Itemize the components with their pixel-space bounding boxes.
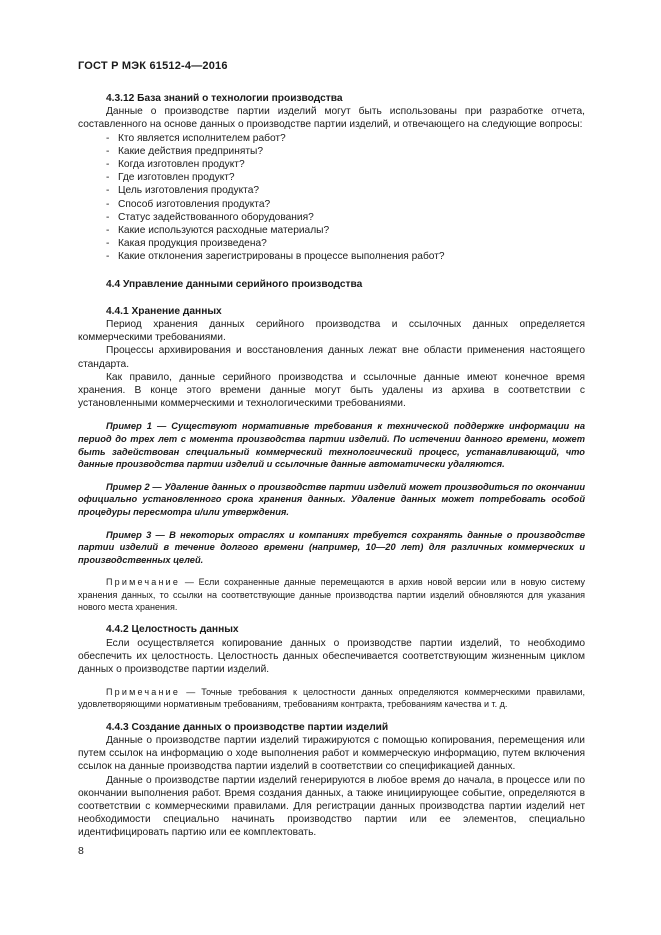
list-item: - Статус задействованного оборудования? — [78, 211, 585, 224]
example-2: Пример 2 — Удаление данных о производстве партии изделий может производиться по окончании официально установленного срока хранения данных. Удаление данных может потребовать особой процедуры пересмотра и/или утверждения. — [78, 481, 585, 518]
list-item: - Когда изготовлен продукт? — [78, 158, 585, 171]
section-4-4-1-p1: Период хранения данных серийного производства и ссылочных данных определяется коммерческими требованиями. — [78, 319, 585, 344]
standard-header: ГОСТ Р МЭК 61512-4—2016 — [78, 60, 228, 72]
note-4-4-1 — [78, 576, 585, 613]
note-label: Примечание — [106, 577, 181, 588]
note-text: — Если сохраненные данные перемещаются в архив новой версии или в новую систему хранения данных, то ссылки на соответствующие данные производства партии изделий обновляются для указания нового места хранения. — [78, 577, 585, 612]
section-4-3-12-title: 4.3.12 База знаний о технологии производства — [106, 93, 343, 104]
page-number: 8 — [78, 845, 84, 857]
note-text: — Точные требования к целостности данных определяются коммерческими правилами, удовлетворяющими нормативным требованиям, требованиям контракта, требованиям качества и т. д. — [78, 687, 585, 710]
list-item: - Какие используются расходные материалы? — [78, 224, 585, 237]
list-item: - Цель изготовления продукта? — [78, 184, 585, 197]
list-item: - Какие отклонения зарегистрированы в процессе выполнения работ? — [78, 250, 585, 263]
note-label: Примечание — [106, 687, 181, 698]
list-item: - Какие действия предприняты? — [78, 145, 585, 158]
list-item: - Способ изготовления продукта? — [78, 198, 585, 211]
question-list — [78, 132, 585, 264]
section-4-3-12-intro: Данные о производстве партии изделий могут быть использованы при разработке отчета, составленного на основе данных о производстве партии изделий, и отвечающего на следующие вопросы: — [78, 106, 585, 131]
section-4-4-1-title: 4.4.1 Хранение данных — [106, 305, 222, 317]
section-4-4-3-p1: Данные о производстве партии изделий тиражируются с помощью копирования, перемещения или путем ссылок на информацию о ходе выполнения работ и коммерческую информацию, путем включения ссылок на данные производства партии изделий в соответствии со спецификацией данных. — [78, 734, 585, 773]
section-4-4-2-title: 4.4.2 Целостность данных — [106, 624, 239, 636]
section-4-4-2-p1: Если осуществляется копирование данных о производстве партии изделий, то необходимо обеспечить их целостность. Целостность данных обеспечивается соответствующим жизненным циклом данных о производстве партии изделий. — [78, 637, 585, 675]
section-4-4-title: 4.4 Управление данными серийного производства — [106, 278, 363, 290]
list-item: - Кто является исполнителем работ? — [78, 132, 585, 145]
example-3: Пример 3 — В некоторых отраслях и компаниях требуется сохранять данные о производстве партии изделий в течение долгого времени (например, 10—20 лет) для различных коммерческих и производственных целей. — [78, 529, 585, 565]
page-content — [78, 92, 585, 840]
note-4-4-2 — [78, 686, 585, 711]
list-item: - Какая продукция произведена? — [78, 237, 585, 250]
section-4-4-1-p2: Процессы архивирования и восстановления данных лежат вне области применения настоящего стандарта. — [78, 345, 585, 370]
section-4-4-1-p3: Как правило, данные серийного производства и ссылочные данные имеют конечное время хранения. В конце этого времени данные могут быть удалены из архива в соответствии с установленными коммерческими и технологическими требованиями. — [78, 371, 585, 410]
section-4-4-3-title: 4.4.3 Создание данных о производстве партии изделий — [106, 721, 389, 733]
section-4-4-3-p2: Данные о производстве партии изделий генерируются в любое время до начала, в процессе или по окончании выполнения работ. Время создания данных, а также инициирующее событие, определяются в соответствии с коммерческими правилами. Для регистрации данных производства партии изделий нет необходимости специально начинать производство партии или ее элементов, специально идентифицировать партию или ее комплектовать. — [78, 774, 585, 839]
example-1: Пример 1 — Существуют нормативные требования к технической поддержке информации на период до трех лет с момента производства партии изделий. По истечении данного времени, может быть задействован специальный коммерческий технологический процесс, устанавливающий, что данные производства партии изделий и ссылочные данные автоматически удаляются. — [78, 421, 585, 470]
list-item: - Где изготовлен продукт? — [78, 171, 585, 184]
